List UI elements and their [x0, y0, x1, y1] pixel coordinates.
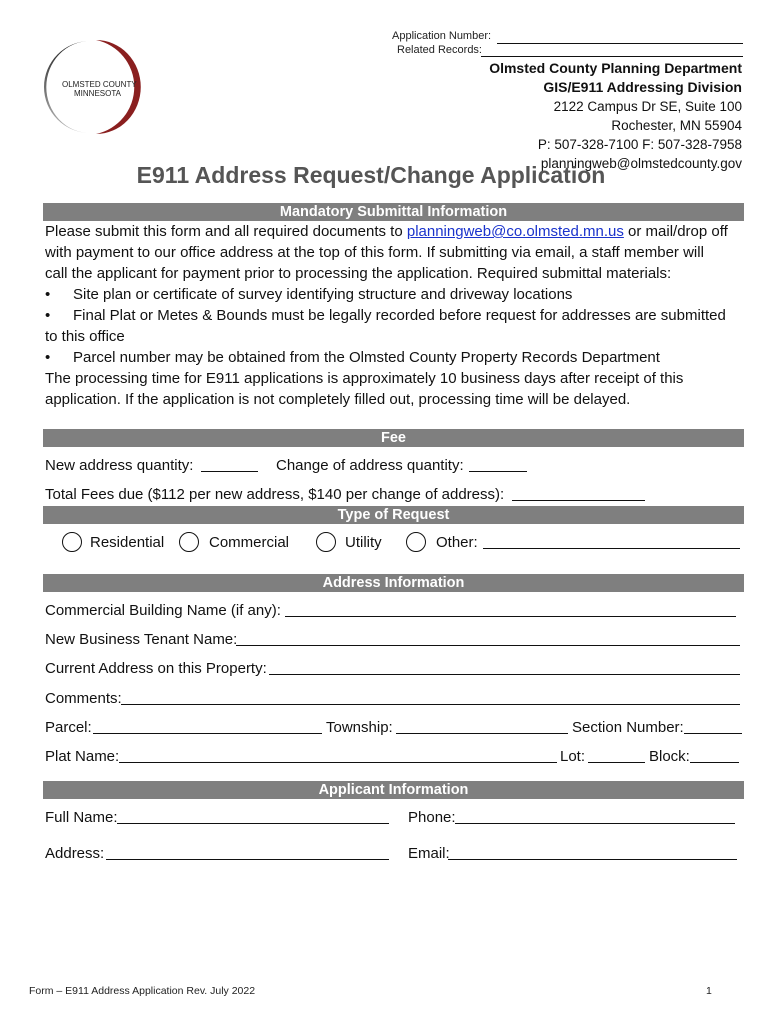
phone-field[interactable]	[455, 823, 735, 824]
bullet-parcel-number: Parcel number may be obtained from the Olmsted County Property Records Department	[73, 349, 660, 366]
new-address-quantity-label: New address quantity:	[45, 457, 194, 474]
full-name-field[interactable]	[117, 823, 389, 824]
office-email: planningweb@olmstedcounty.gov	[540, 156, 742, 171]
office-phone-fax: P: 507-328-7100 F: 507-328-7958	[537, 137, 742, 152]
email-label: Email:	[408, 845, 450, 862]
bullet-final-plat: Final Plat or Metes & Bounds must be legally recorded before request for addresses are submitted	[73, 307, 726, 324]
lot-field[interactable]	[588, 762, 645, 763]
radio-other-label: Other:	[436, 534, 478, 551]
block-label: Block:	[649, 748, 690, 765]
radio-commercial-label: Commercial	[209, 534, 290, 551]
block-field[interactable]	[690, 762, 739, 763]
application-number-field[interactable]	[497, 43, 743, 44]
processing-text-2: application. If the application is not completely filled out, processing time will be delayed.	[45, 391, 631, 408]
olmsted-county-logo	[44, 38, 148, 136]
comments-label: Comments:	[45, 690, 122, 707]
processing-text-1: The processing time for E911 applications is approximately 10 business days after receipt of this	[45, 370, 684, 387]
section-header-type-of-request: Type of Request	[43, 506, 744, 524]
parcel-label: Parcel:	[45, 719, 92, 736]
new-business-tenant-field[interactable]	[236, 645, 740, 646]
department-name: Olmsted County Planning Department	[489, 60, 742, 76]
related-records-field[interactable]	[481, 56, 743, 57]
radio-other[interactable]	[406, 532, 426, 552]
other-type-field[interactable]	[483, 548, 740, 549]
total-fees-field[interactable]	[512, 500, 645, 501]
commercial-building-name-field[interactable]	[285, 616, 736, 617]
related-records-label: Related Records:	[397, 44, 482, 56]
applicant-address-field[interactable]	[106, 859, 389, 860]
lot-label: Lot:	[560, 748, 586, 765]
phone-label: Phone:	[408, 809, 456, 826]
commercial-building-name-label: Commercial Building Name (if any):	[45, 602, 281, 619]
submission-email-link[interactable]: planningweb@co.olmsted.mn.us	[406, 223, 624, 240]
section-header-address-information: Address Information	[43, 574, 744, 592]
applicant-address-label: Address:	[45, 845, 105, 862]
change-address-quantity-field[interactable]	[469, 471, 527, 472]
page-title: E911 Address Request/Change Application	[136, 162, 606, 188]
radio-commercial[interactable]	[179, 532, 199, 552]
change-address-quantity-label: Change of address quantity:	[276, 457, 464, 474]
radio-utility[interactable]	[316, 532, 336, 552]
bullet-site-plan: Site plan or certificate of survey identifying structure and driveway locations	[73, 286, 573, 303]
application-number-label: Application Number:	[392, 30, 492, 42]
bullet-final-plat-cont: to this office	[45, 328, 125, 345]
footer-form-label: Form – E911 Address Application Rev. July 2022	[29, 985, 256, 997]
section-header-applicant-information: Applicant Information	[43, 781, 744, 799]
comments-field[interactable]	[121, 704, 740, 705]
new-business-tenant-label: New Business Tenant Name:	[45, 631, 238, 648]
mandatory-text-1: Please submit this form and all required documents to	[45, 223, 407, 240]
mandatory-text-3: call the applicant for payment prior to processing the application. Required submittal materials:	[45, 265, 672, 282]
total-fees-label: Total Fees due ($112 per new address, $140 per change of address):	[45, 486, 505, 503]
plat-name-label: Plat Name:	[45, 748, 120, 765]
section-number-label: Section Number:	[572, 719, 684, 736]
new-address-quantity-field[interactable]	[201, 471, 258, 472]
current-address-field[interactable]	[269, 674, 740, 675]
parcel-field[interactable]	[93, 733, 322, 734]
full-name-label: Full Name:	[45, 809, 118, 826]
page-number: 1	[706, 985, 712, 997]
logo-text-state: MINNESOTA	[74, 89, 121, 98]
township-field[interactable]	[396, 733, 568, 734]
township-label: Township:	[326, 719, 393, 736]
mandatory-text-2: with payment to our office address at the top of this form. If submitting via email, a staff member will	[45, 244, 704, 261]
office-address-line2: Rochester, MN 55904	[611, 118, 742, 133]
section-header-mandatory: Mandatory Submittal Information	[43, 203, 744, 221]
current-address-label: Current Address on this Property:	[45, 660, 267, 677]
logo-text-county: OLMSTED COUNTY	[62, 80, 137, 89]
mandatory-text-1b: or mail/drop off	[623, 223, 728, 240]
plat-name-field[interactable]	[119, 762, 557, 763]
radio-residential-label: Residential	[90, 534, 165, 551]
email-field[interactable]	[448, 859, 737, 860]
section-header-fee: Fee	[43, 429, 744, 447]
radio-residential[interactable]	[62, 532, 82, 552]
office-address-line1: 2122 Campus Dr SE, Suite 100	[553, 99, 742, 114]
radio-utility-label: Utility	[345, 534, 382, 551]
section-number-field[interactable]	[684, 733, 742, 734]
division-name: GIS/E911 Addressing Division	[543, 79, 742, 95]
